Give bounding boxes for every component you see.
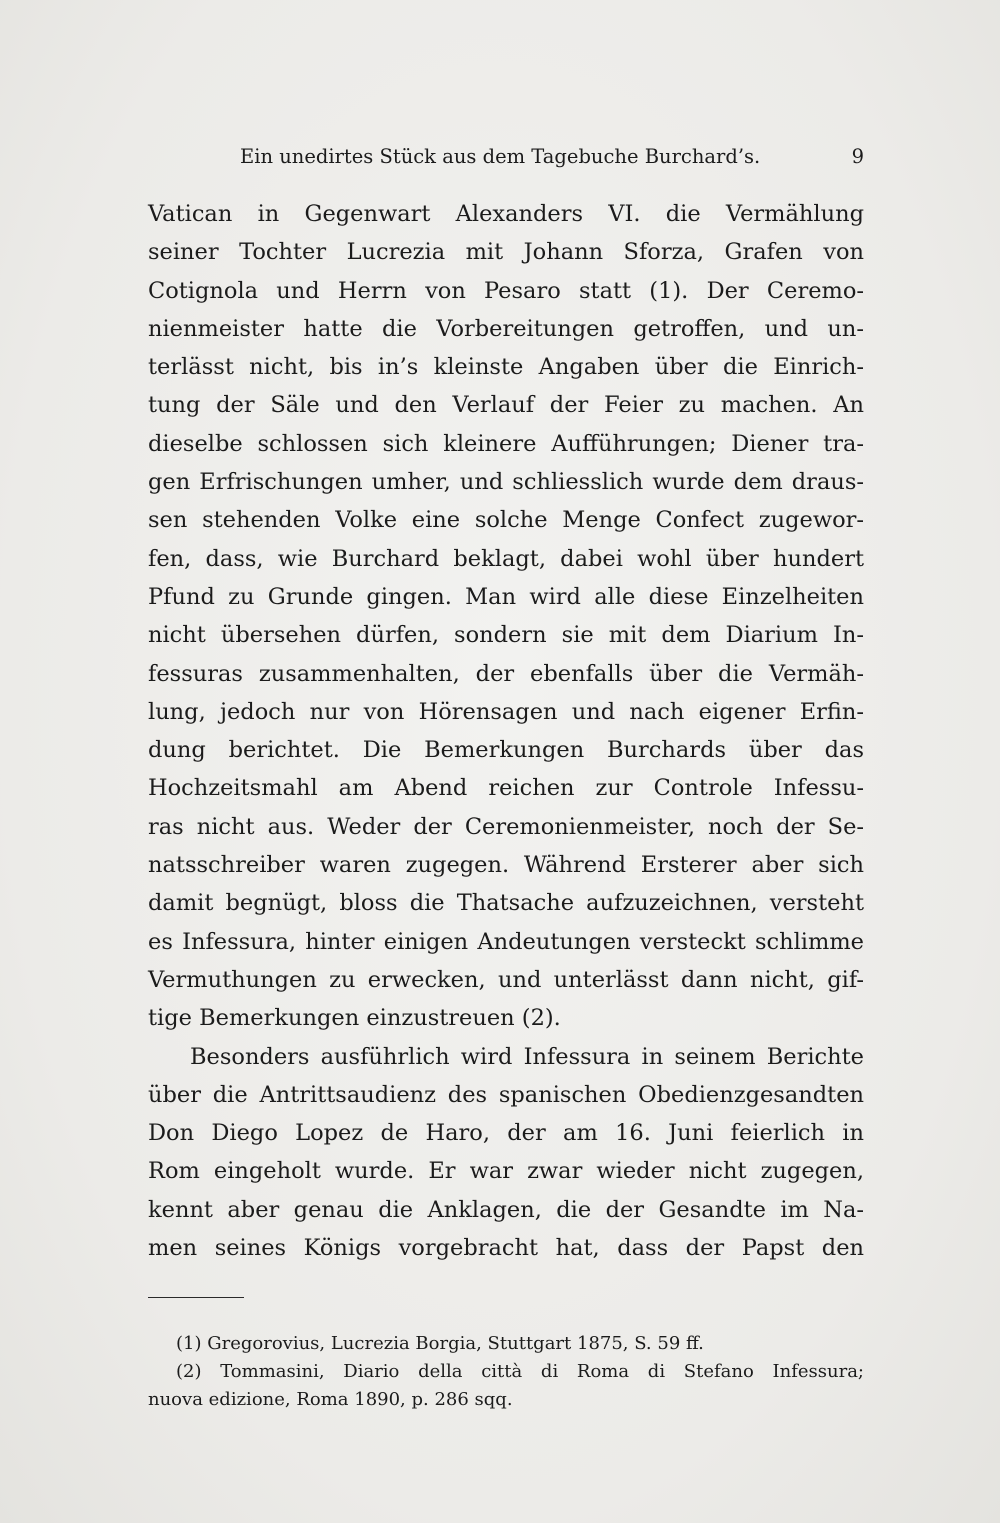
text-line: men seines Königs vorgebracht hat, dass der Papst den	[148, 1235, 864, 1262]
text-line: Vermuthungen zu erwecken, und unterlässt dann nicht, gif-	[148, 966, 864, 993]
text-line: dieselbe schlossen sich kleinere Aufführungen; Diener tra-	[148, 430, 864, 457]
footnote-2-continued: nuova edizione, Roma 1890, p. 286 sqq.	[148, 1389, 513, 1410]
text-line: Vatican in Gegenwart Alexanders VI. die Vermählung	[148, 201, 864, 227]
text-line: ras nicht aus. Weder der Ceremonienmeister, noch der Se-	[148, 813, 864, 840]
text-line: es Infessura, hinter einigen Andeutungen versteckt schlimme	[148, 928, 864, 955]
text-line: sen stehenden Volke eine solche Menge Confect zugewor-	[148, 507, 864, 534]
footnote-divider	[148, 1297, 244, 1298]
running-title: Ein unedirtes Stück aus dem Tagebuche Burchard’s.	[240, 145, 761, 168]
text-line: über die Antrittsaudienz des spanischen Obedienzgesandten	[148, 1081, 864, 1108]
text-line: Besonders ausführlich wird Infessura in seinem Berichte	[190, 1043, 864, 1070]
text-line: nienmeister hatte die Vorbereitungen getroffen, und un-	[148, 315, 864, 342]
footnote-1: (1) Gregorovius, Lucrezia Borgia, Stuttgart 1875, S. 59 ff.	[176, 1333, 704, 1354]
text-line: fessuras zusammenhalten, der ebenfalls über die Vermäh-	[148, 660, 864, 687]
text-line: gen Erfrischungen umher, und schliesslich wurde dem draus-	[148, 469, 864, 496]
footnotes	[148, 1330, 864, 1414]
running-head	[148, 142, 864, 172]
text-line: kennt aber genau die Anklagen, die der Gesandte im Na-	[148, 1196, 864, 1223]
text-line: Pfund zu Grunde gingen. Man wird alle diese Einzelheiten	[148, 583, 864, 610]
text-line: Cotignola und Herrn von Pesaro statt (1). Der Ceremo-	[148, 277, 864, 304]
text-line: fen, dass, wie Burchard beklagt, dabei wohl über hundert	[148, 545, 864, 572]
text-line: natsschreiber waren zugegen. Während Ersterer aber sich	[148, 852, 864, 879]
text-line: dung berichtet. Die Bemerkungen Burchards über das	[148, 737, 864, 764]
text-line: terlässt nicht, bis in’s kleinste Angaben über die Einrich-	[148, 354, 864, 381]
text-line: Hochzeitsmahl am Abend reichen zur Controle Infessu-	[148, 775, 864, 802]
text-line: tige Bemerkungen einzustreuen (2).	[148, 1005, 561, 1032]
page-number: 9	[851, 145, 864, 168]
text-line: tung der Säle und den Verlauf der Feier zu machen. An	[148, 392, 864, 419]
text-line: nicht übersehen dürfen, sondern sie mit dem Diarium In-	[148, 622, 864, 649]
text-line: seiner Tochter Lucrezia mit Johann Sforza, Grafen von	[148, 239, 864, 266]
text-line: Don Diego Lopez de Haro, der am 16. Juni feierlich in	[148, 1120, 864, 1147]
text-line: damit begnügt, bloss die Thatsache aufzuzeichnen, versteht	[148, 890, 864, 917]
text-line: Rom eingeholt wurde. Er war zwar wieder nicht zugegen,	[148, 1158, 864, 1185]
text-line: lung, jedoch nur von Hörensagen und nach eigener Erfin-	[148, 698, 864, 725]
footnote-2: (2) Tommasini, Diario della città di Roma di Stefano Infessura;	[176, 1361, 864, 1382]
body-text	[148, 195, 864, 1267]
